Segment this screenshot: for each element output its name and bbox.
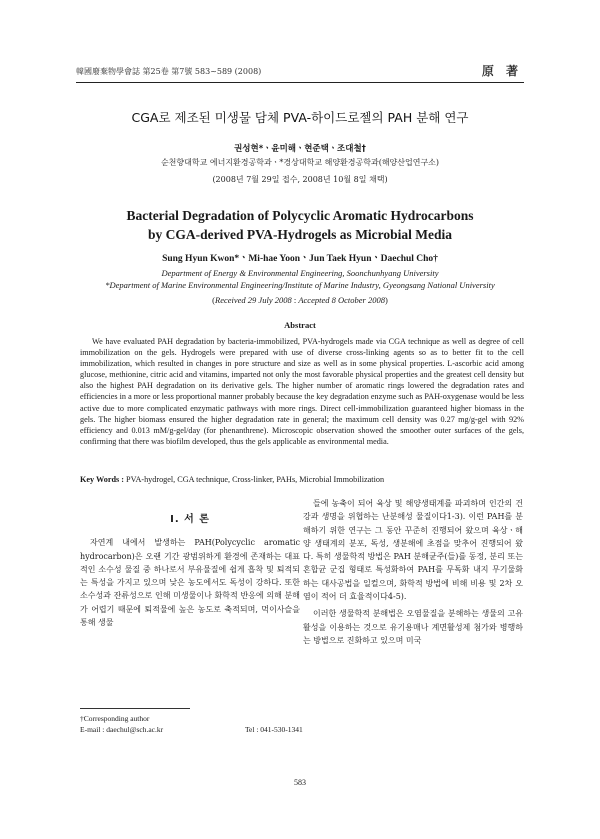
intro-paragraph-1: 자연계 내에서 발생하는 PAH(Polycyclic aromatic hydrocarbon)은 오랜 기간 광범위하게 환경에 존재하는 대표적인 소수성 물질 중 하나로서 부유물질에 쉽게 흡착 및 퇴적되는 특성을 가지고 있으며 낮은 농도에서도 독성이 강하다. 또한 소수성과 잔류성으로 인해 미생물이나 화학적 반응에 의해 분해가 어렵기 때문에 퇴적물에 높은 농도로 축적되며, 먹이사슬을 통해 생물 [80, 538, 300, 628]
affiliation-line-1: Department of Energy & Environmental Engineering, Soonchunhyang University [161, 268, 439, 278]
english-title-line-2: by CGA-derived PVA-Hydrogels as Microbial Media [147, 227, 453, 242]
right-column [303, 497, 523, 647]
email-address: E-mail : daechul@sch.ac.kr [80, 725, 164, 734]
korean-authors: 권성현*ㆍ윤미해ㆍ현준택ㆍ조대철† [234, 144, 366, 154]
keywords-text: PVA-hydrogel, CGA technique, Cross-linker, PAHs, Microbial Immobilization [126, 475, 385, 484]
english-title [0, 206, 600, 244]
section-heading-introduction: I. 서 론 [170, 514, 210, 525]
footnote-rule [80, 708, 190, 709]
english-affiliation [0, 267, 600, 291]
korean-affiliation: 순천향대학교 에너지환경공학과ㆍ*경상대학교 해양환경공학과(해양산업연구소) [160, 158, 440, 167]
running-head [76, 62, 524, 83]
korean-dates: (2008년 7월 29일 접수, 2008년 10월 8일 채택) [212, 175, 388, 184]
affiliation-line-2: *Department of Marine Environmental Engineering/Institute of Marine Industry, Gyeongsang National University [105, 280, 495, 290]
abstract-heading: Abstract [284, 320, 316, 330]
keywords-label: Key Words : [80, 475, 124, 484]
journal-citation: 韓國廢棄物學會誌 第25卷 第7號 583~589 (2008) [76, 67, 262, 76]
accepted-date: Accepted 8 October 2008 [298, 295, 385, 305]
abstract-text: We have evaluated PAH degradation by bacteria-immobilized, PVA-hydrogels made via CGA technique as well as degree of cell immobilization on the gels. Hydrogels were prepared with use of diverse cross-linking agents so as to better fit to the cell immobilization, which resulted in changes in pore structure and size as well as in some physical properties. L-ascorbic acid among glucose, methionine, citric acid and vitamins, imparted not only the most favorable physical properties and the greatest cell density but also the highest PAH degradation on its derivative gels. The higher number of aromatic rings lowered the degradation rates and efficiencies in a more or less proportional manner probably because the key degradation enzyme such as PAH-oxygenase would be less active due to more complicated enzymatic pathways with more rings. Direct cell-immobilization guaranteed higher biomass in the gels. The higher biomass ensured the higher degradation rate in general; the maximum cell density was 0.27 mg/g-gel with 92% efficiency and 0.013 mM/g-gel/day (for phenanthrene). Microscopic observation showed the smoother outer surfaces of the gels, confirming that there was biofilm developed, thus the gels applicable as environmental media. [80, 337, 524, 446]
keywords [80, 475, 524, 484]
telephone-number: Tel : 041-530-1341 [245, 725, 303, 734]
korean-title: CGA로 제조된 미생물 담체 PVA-하이드로젤의 PAH 분해 연구 [131, 110, 469, 125]
article-type-label: 原 著 [481, 64, 522, 78]
contact-line [80, 724, 380, 735]
english-authors: Sung Hyun Kwon*ㆍMi-hae YoonㆍJun Taek HyunㆍDaechul Cho† [162, 254, 438, 264]
corresponding-author-label: †Corresponding author [80, 714, 150, 723]
left-column [80, 505, 300, 629]
intro-paragraph-2: 들에 농축이 되어 육상 및 해양생태계를 파괴하며 인간의 건강과 생명을 위협하는 난분해성 물질이다1-3). 이런 PAH를 분해하기 위한 연구는 그 동안 꾸준히 진행되어 왔으며 육상ㆍ해양 생태계의 분포, 독성, 생분해에 초점을 맞추어 진행되어 왔다. 특히 생물학적 방법은 PAH 분해균주(들)를 동정, 분리 또는 혼합균 군집 형태로 특성화하여 PAH를 무독화 내지 무기물화하는 대사공법을 일컬으며, 화학적 방법에 비해 비용 및 2차 오염이 적어 더 효율적이다4-5). [303, 499, 523, 602]
intro-paragraph-3: 이러한 생물학적 분해법은 오염물질을 분해하는 생물의 고유활성을 이용하는 것으로 유기용매나 계면활성제 첨가와 병행하는 방법으로 진화하고 있으며 미국 [303, 609, 523, 645]
page-number: 583 [294, 778, 306, 787]
corresponding-footnote [80, 708, 380, 735]
english-title-line-1: Bacterial Degradation of Polycyclic Aromatic Hydrocarbons [126, 208, 474, 223]
received-date: Received 29 July 2008 [215, 295, 292, 305]
english-dates: (Received 29 July 2008 : Accepted 8 October 2008) [212, 295, 388, 305]
